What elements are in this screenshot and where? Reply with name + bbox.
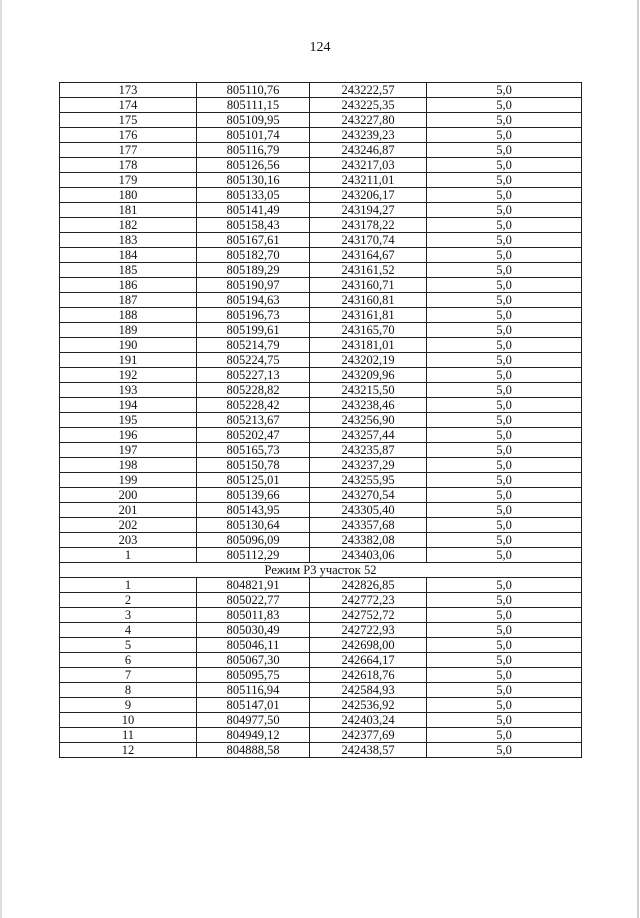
x-coordinate-cell: 805150,78 (197, 458, 310, 473)
point-number-cell: 199 (60, 473, 197, 488)
point-number-cell: 192 (60, 368, 197, 383)
point-number-cell: 182 (60, 218, 197, 233)
y-coordinate-cell: 243170,74 (310, 233, 427, 248)
point-number-cell: 12 (60, 743, 197, 758)
y-coordinate-cell: 243237,29 (310, 458, 427, 473)
y-coordinate-cell: 243164,67 (310, 248, 427, 263)
y-coordinate-cell: 243382,08 (310, 533, 427, 548)
y-coordinate-cell: 242752,72 (310, 608, 427, 623)
x-coordinate-cell: 805111,15 (197, 98, 310, 113)
y-coordinate-cell: 243194,27 (310, 203, 427, 218)
table-row (60, 293, 582, 308)
value-cell: 5,0 (427, 338, 582, 353)
value-cell: 5,0 (427, 143, 582, 158)
table-row (60, 173, 582, 188)
section-title: Режим Р3 участок 52 (60, 563, 582, 578)
point-number-cell: 5 (60, 638, 197, 653)
value-cell: 5,0 (427, 713, 582, 728)
point-number-cell: 6 (60, 653, 197, 668)
y-coordinate-cell: 243215,50 (310, 383, 427, 398)
value-cell: 5,0 (427, 458, 582, 473)
value-cell: 5,0 (427, 113, 582, 128)
value-cell: 5,0 (427, 413, 582, 428)
table-row (60, 698, 582, 713)
y-coordinate-cell: 242772,23 (310, 593, 427, 608)
table-row (60, 428, 582, 443)
scan-edge-left (0, 0, 2, 918)
y-coordinate-cell: 243239,23 (310, 128, 427, 143)
value-cell: 5,0 (427, 578, 582, 593)
x-coordinate-cell: 805022,77 (197, 593, 310, 608)
y-coordinate-cell: 243181,01 (310, 338, 427, 353)
table-row (60, 728, 582, 743)
point-number-cell: 195 (60, 413, 197, 428)
section-row (60, 563, 582, 578)
value-cell: 5,0 (427, 383, 582, 398)
x-coordinate-cell: 805189,29 (197, 263, 310, 278)
point-number-cell: 194 (60, 398, 197, 413)
x-coordinate-cell: 805190,97 (197, 278, 310, 293)
point-number-cell: 185 (60, 263, 197, 278)
point-number-cell: 187 (60, 293, 197, 308)
y-coordinate-cell: 242722,93 (310, 623, 427, 638)
y-coordinate-cell: 243235,87 (310, 443, 427, 458)
y-coordinate-cell: 242403,24 (310, 713, 427, 728)
table-row (60, 683, 582, 698)
value-cell: 5,0 (427, 668, 582, 683)
y-coordinate-cell: 242377,69 (310, 728, 427, 743)
point-number-cell: 191 (60, 353, 197, 368)
y-coordinate-cell: 243238,46 (310, 398, 427, 413)
point-number-cell: 186 (60, 278, 197, 293)
point-number-cell: 200 (60, 488, 197, 503)
point-number-cell: 176 (60, 128, 197, 143)
x-coordinate-cell: 804977,50 (197, 713, 310, 728)
value-cell: 5,0 (427, 533, 582, 548)
table-row (60, 488, 582, 503)
x-coordinate-cell: 805224,75 (197, 353, 310, 368)
y-coordinate-cell: 243202,19 (310, 353, 427, 368)
y-coordinate-cell: 243246,87 (310, 143, 427, 158)
x-coordinate-cell: 805196,73 (197, 308, 310, 323)
table-row (60, 713, 582, 728)
y-coordinate-cell: 242438,57 (310, 743, 427, 758)
table-row (60, 323, 582, 338)
x-coordinate-cell: 805213,67 (197, 413, 310, 428)
point-number-cell: 184 (60, 248, 197, 263)
y-coordinate-cell: 243256,90 (310, 413, 427, 428)
x-coordinate-cell: 805125,01 (197, 473, 310, 488)
y-coordinate-cell: 243160,81 (310, 293, 427, 308)
table-row (60, 218, 582, 233)
y-coordinate-cell: 243227,80 (310, 113, 427, 128)
value-cell: 5,0 (427, 98, 582, 113)
table-row (60, 548, 582, 563)
coordinates-table-body (60, 83, 582, 758)
table-row (60, 608, 582, 623)
value-cell: 5,0 (427, 638, 582, 653)
table-row (60, 98, 582, 113)
y-coordinate-cell: 243161,52 (310, 263, 427, 278)
table-row (60, 143, 582, 158)
table-row (60, 353, 582, 368)
point-number-cell: 2 (60, 593, 197, 608)
x-coordinate-cell: 804821,91 (197, 578, 310, 593)
value-cell: 5,0 (427, 248, 582, 263)
value-cell: 5,0 (427, 518, 582, 533)
value-cell: 5,0 (427, 158, 582, 173)
value-cell: 5,0 (427, 428, 582, 443)
value-cell: 5,0 (427, 443, 582, 458)
x-coordinate-cell: 805228,82 (197, 383, 310, 398)
table-row (60, 473, 582, 488)
value-cell: 5,0 (427, 548, 582, 563)
table-row (60, 668, 582, 683)
value-cell: 5,0 (427, 608, 582, 623)
value-cell: 5,0 (427, 698, 582, 713)
value-cell: 5,0 (427, 623, 582, 638)
x-coordinate-cell: 805141,49 (197, 203, 310, 218)
table-row (60, 458, 582, 473)
table-row (60, 248, 582, 263)
x-coordinate-cell: 805130,16 (197, 173, 310, 188)
y-coordinate-cell: 243161,81 (310, 308, 427, 323)
x-coordinate-cell: 805143,95 (197, 503, 310, 518)
point-number-cell: 189 (60, 323, 197, 338)
point-number-cell: 198 (60, 458, 197, 473)
x-coordinate-cell: 805214,79 (197, 338, 310, 353)
table-row (60, 338, 582, 353)
page-number: 124 (309, 40, 331, 55)
y-coordinate-cell: 242664,17 (310, 653, 427, 668)
table-row (60, 653, 582, 668)
table-row (60, 503, 582, 518)
point-number-cell: 4 (60, 623, 197, 638)
value-cell: 5,0 (427, 503, 582, 518)
point-number-cell: 203 (60, 533, 197, 548)
y-coordinate-cell: 242584,93 (310, 683, 427, 698)
value-cell: 5,0 (427, 593, 582, 608)
point-number-cell: 177 (60, 143, 197, 158)
x-coordinate-cell: 805167,61 (197, 233, 310, 248)
table-row (60, 203, 582, 218)
value-cell: 5,0 (427, 728, 582, 743)
point-number-cell: 173 (60, 83, 197, 98)
x-coordinate-cell: 805227,13 (197, 368, 310, 383)
point-number-cell: 175 (60, 113, 197, 128)
x-coordinate-cell: 805116,79 (197, 143, 310, 158)
table-row (60, 308, 582, 323)
table-row (60, 188, 582, 203)
y-coordinate-cell: 243211,01 (310, 173, 427, 188)
point-number-cell: 202 (60, 518, 197, 533)
y-coordinate-cell: 242618,76 (310, 668, 427, 683)
value-cell: 5,0 (427, 353, 582, 368)
table-row (60, 743, 582, 758)
x-coordinate-cell: 805130,64 (197, 518, 310, 533)
y-coordinate-cell: 243225,35 (310, 98, 427, 113)
point-number-cell: 188 (60, 308, 197, 323)
y-coordinate-cell: 243165,70 (310, 323, 427, 338)
x-coordinate-cell: 805116,94 (197, 683, 310, 698)
point-number-cell: 201 (60, 503, 197, 518)
value-cell: 5,0 (427, 128, 582, 143)
x-coordinate-cell: 805194,63 (197, 293, 310, 308)
table-row (60, 638, 582, 653)
value-cell: 5,0 (427, 173, 582, 188)
value-cell: 5,0 (427, 83, 582, 98)
value-cell: 5,0 (427, 233, 582, 248)
y-coordinate-cell: 243257,44 (310, 428, 427, 443)
x-coordinate-cell: 804888,58 (197, 743, 310, 758)
y-coordinate-cell: 243206,17 (310, 188, 427, 203)
y-coordinate-cell: 243217,03 (310, 158, 427, 173)
y-coordinate-cell: 243160,71 (310, 278, 427, 293)
x-coordinate-cell: 805133,05 (197, 188, 310, 203)
y-coordinate-cell: 243255,95 (310, 473, 427, 488)
point-number-cell: 180 (60, 188, 197, 203)
x-coordinate-cell: 805202,47 (197, 428, 310, 443)
x-coordinate-cell: 805046,11 (197, 638, 310, 653)
x-coordinate-cell: 805147,01 (197, 698, 310, 713)
table-row (60, 578, 582, 593)
y-coordinate-cell: 242698,00 (310, 638, 427, 653)
y-coordinate-cell: 243403,06 (310, 548, 427, 563)
scan-edge-right (637, 0, 639, 918)
x-coordinate-cell: 805126,56 (197, 158, 310, 173)
table-row (60, 128, 582, 143)
coordinates-table (59, 82, 582, 758)
y-coordinate-cell: 243209,96 (310, 368, 427, 383)
value-cell: 5,0 (427, 188, 582, 203)
point-number-cell: 174 (60, 98, 197, 113)
x-coordinate-cell: 805095,75 (197, 668, 310, 683)
y-coordinate-cell: 243222,57 (310, 83, 427, 98)
x-coordinate-cell: 805110,76 (197, 83, 310, 98)
value-cell: 5,0 (427, 473, 582, 488)
value-cell: 5,0 (427, 263, 582, 278)
point-number-cell: 193 (60, 383, 197, 398)
x-coordinate-cell: 805096,09 (197, 533, 310, 548)
table-row (60, 158, 582, 173)
point-number-cell: 7 (60, 668, 197, 683)
x-coordinate-cell: 805182,70 (197, 248, 310, 263)
value-cell: 5,0 (427, 488, 582, 503)
table-row (60, 278, 582, 293)
y-coordinate-cell: 242826,85 (310, 578, 427, 593)
table-row (60, 443, 582, 458)
x-coordinate-cell: 805011,83 (197, 608, 310, 623)
point-number-cell: 197 (60, 443, 197, 458)
value-cell: 5,0 (427, 308, 582, 323)
x-coordinate-cell: 805199,61 (197, 323, 310, 338)
value-cell: 5,0 (427, 398, 582, 413)
table-row (60, 383, 582, 398)
point-number-cell: 1 (60, 548, 197, 563)
y-coordinate-cell: 242536,92 (310, 698, 427, 713)
value-cell: 5,0 (427, 278, 582, 293)
x-coordinate-cell: 805228,42 (197, 398, 310, 413)
table-row (60, 113, 582, 128)
value-cell: 5,0 (427, 743, 582, 758)
point-number-cell: 9 (60, 698, 197, 713)
y-coordinate-cell: 243178,22 (310, 218, 427, 233)
x-coordinate-cell: 805165,73 (197, 443, 310, 458)
y-coordinate-cell: 243305,40 (310, 503, 427, 518)
value-cell: 5,0 (427, 323, 582, 338)
value-cell: 5,0 (427, 203, 582, 218)
table-row (60, 518, 582, 533)
y-coordinate-cell: 243357,68 (310, 518, 427, 533)
value-cell: 5,0 (427, 653, 582, 668)
point-number-cell: 11 (60, 728, 197, 743)
x-coordinate-cell: 805158,43 (197, 218, 310, 233)
value-cell: 5,0 (427, 293, 582, 308)
table-row (60, 263, 582, 278)
table-row (60, 593, 582, 608)
table-row (60, 368, 582, 383)
x-coordinate-cell: 805109,95 (197, 113, 310, 128)
value-cell: 5,0 (427, 368, 582, 383)
coordinates-table-container (59, 82, 579, 758)
table-row (60, 623, 582, 638)
x-coordinate-cell: 805067,30 (197, 653, 310, 668)
table-row (60, 398, 582, 413)
point-number-cell: 8 (60, 683, 197, 698)
point-number-cell: 183 (60, 233, 197, 248)
point-number-cell: 179 (60, 173, 197, 188)
table-row (60, 533, 582, 548)
x-coordinate-cell: 804949,12 (197, 728, 310, 743)
point-number-cell: 178 (60, 158, 197, 173)
point-number-cell: 190 (60, 338, 197, 353)
point-number-cell: 10 (60, 713, 197, 728)
table-row (60, 233, 582, 248)
point-number-cell: 196 (60, 428, 197, 443)
table-row (60, 413, 582, 428)
point-number-cell: 1 (60, 578, 197, 593)
x-coordinate-cell: 805101,74 (197, 128, 310, 143)
value-cell: 5,0 (427, 683, 582, 698)
point-number-cell: 181 (60, 203, 197, 218)
table-row (60, 83, 582, 98)
value-cell: 5,0 (427, 218, 582, 233)
x-coordinate-cell: 805139,66 (197, 488, 310, 503)
point-number-cell: 3 (60, 608, 197, 623)
x-coordinate-cell: 805030,49 (197, 623, 310, 638)
y-coordinate-cell: 243270,54 (310, 488, 427, 503)
x-coordinate-cell: 805112,29 (197, 548, 310, 563)
